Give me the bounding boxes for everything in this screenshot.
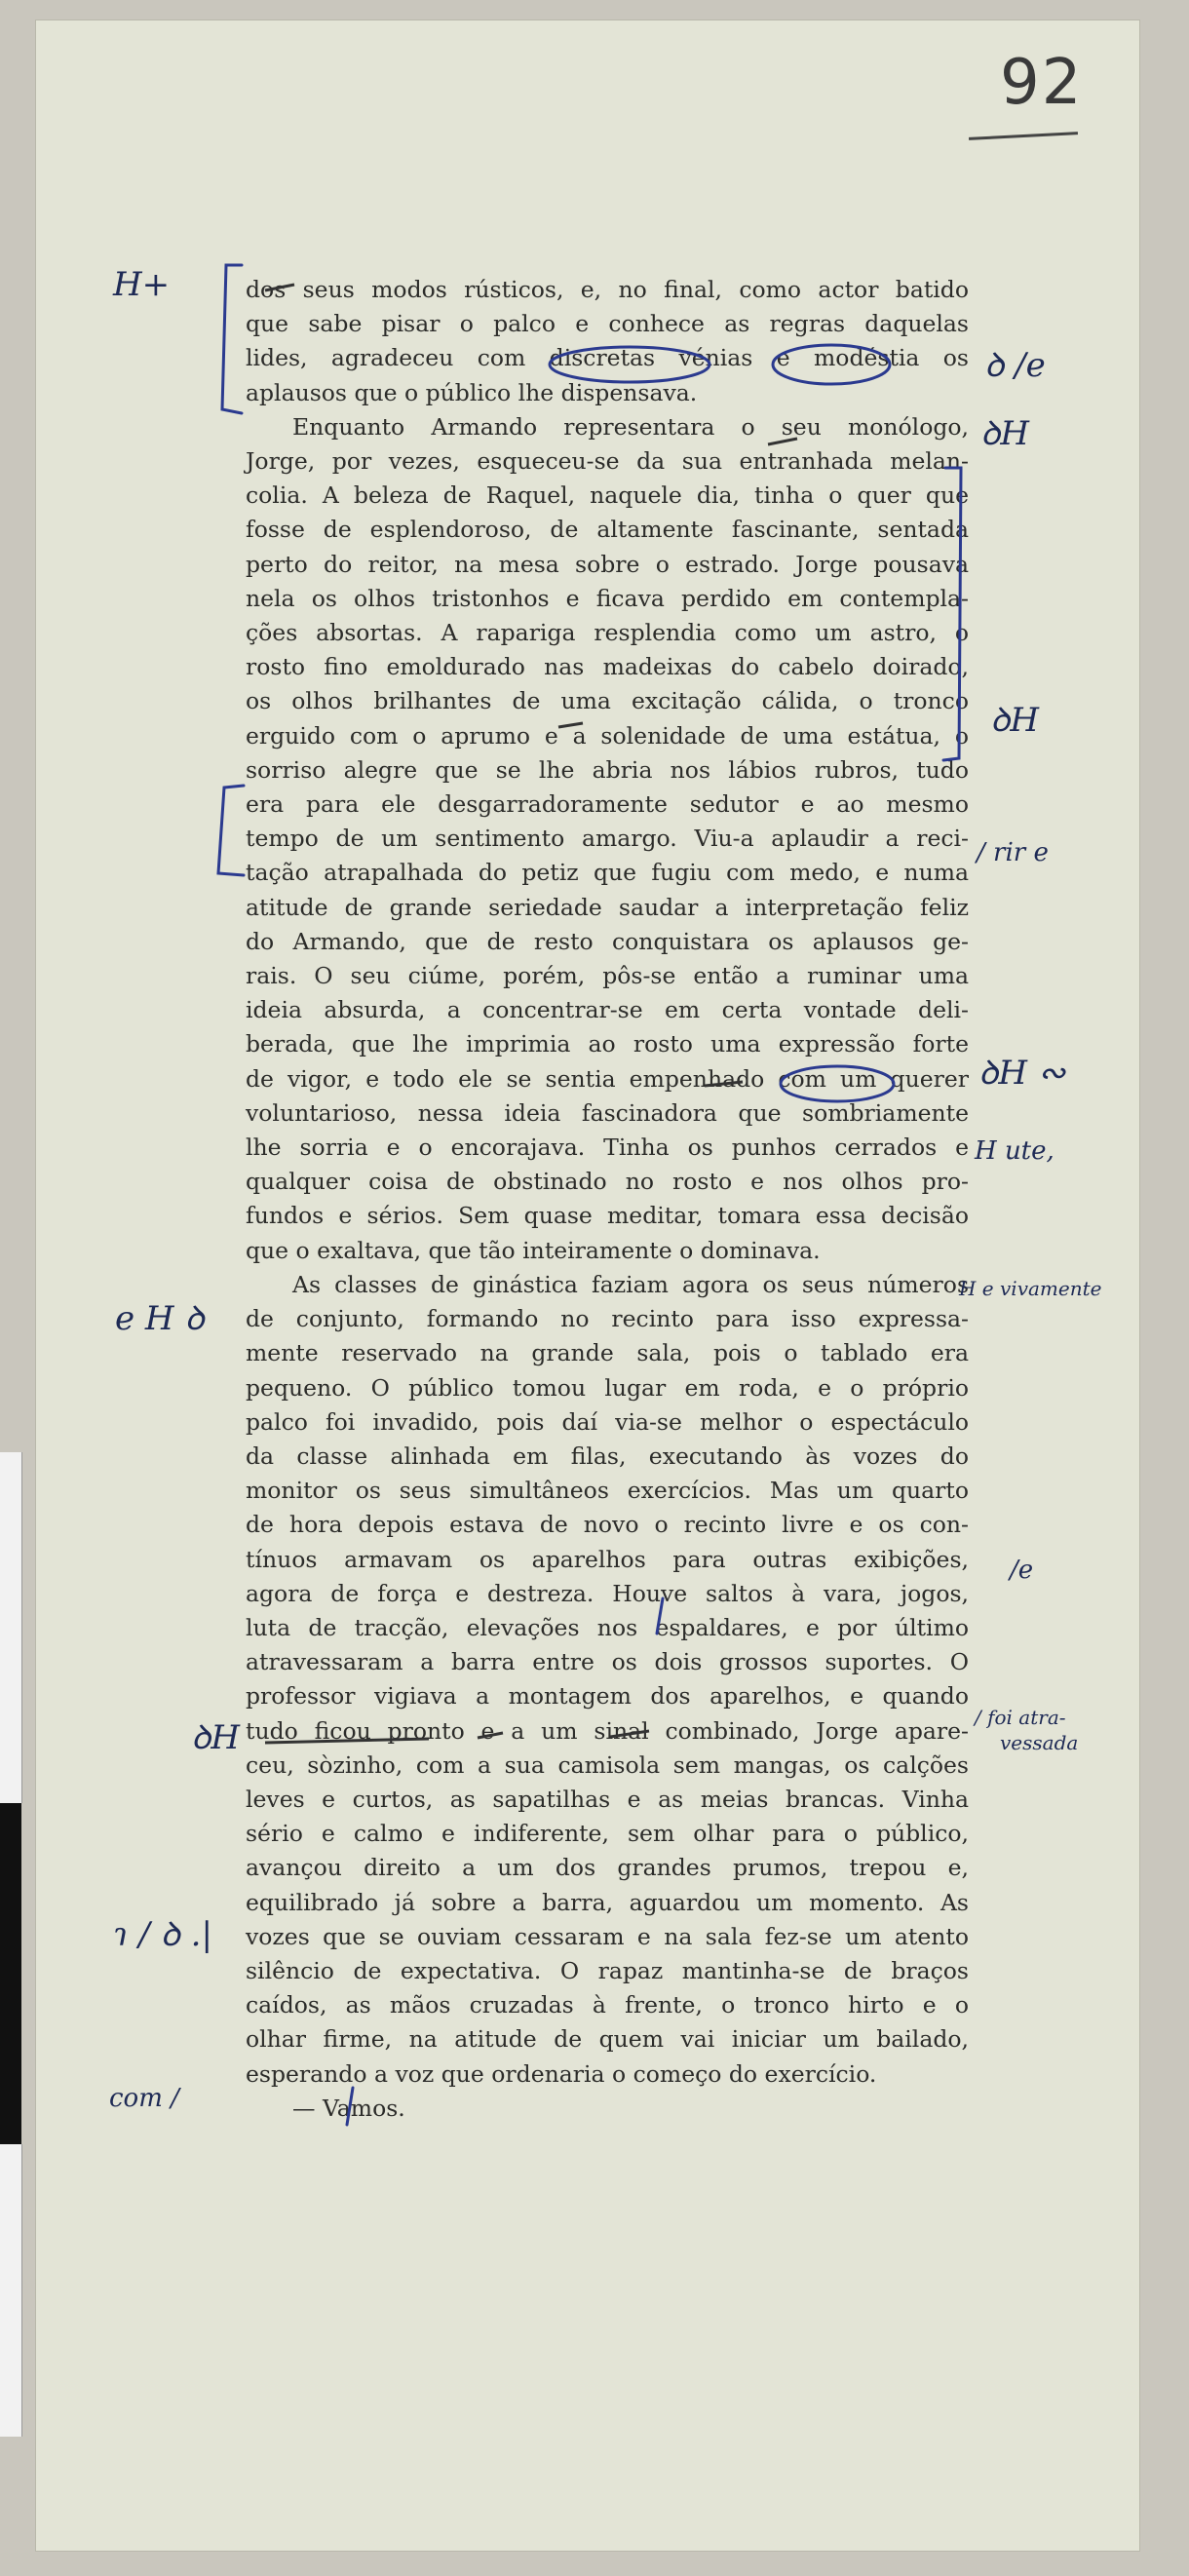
text-line: erguido com o aprumo e a solenidade de uma estátua, o bbox=[246, 721, 969, 750]
text-line: avançou direito a um dos grandes prumos, trepou e, bbox=[246, 1854, 969, 1882]
text-line: Enquanto Armando representara o seu monólogo, bbox=[292, 412, 969, 441]
text-line: lides, agradeceu com discretas vénias e modéstia os bbox=[246, 344, 969, 372]
text-line: monitor os seus simultâneos exercícios. Mas um quarto bbox=[246, 1477, 969, 1505]
text-line: vozes que se ouviam cessaram e na sala fez-se um atento bbox=[246, 1922, 969, 1950]
circle-mark bbox=[773, 345, 890, 384]
margin-note: com / bbox=[109, 2084, 179, 2113]
bracket-mark bbox=[218, 786, 244, 875]
text-line: equilibrado já sobre a barra, aguardou um momento. As bbox=[246, 1888, 969, 1916]
text-line: que o exaltava, que tão inteiramente o dominava. bbox=[246, 1236, 821, 1264]
text-line: pequeno. O público tomou lugar em roda, e o próprio bbox=[246, 1373, 969, 1402]
page-number: 92 bbox=[1000, 47, 1084, 119]
text-line: nela os olhos tristonhos e ficava perdido em contempla- bbox=[246, 584, 969, 612]
text-line: qualquer coisa de obstinado no rosto e nos olhos pro- bbox=[246, 1168, 969, 1196]
margin-note: /e bbox=[1010, 1556, 1034, 1585]
text-line: olhar firme, na atitude de quem vai iniciar um bailado, bbox=[246, 2025, 969, 2054]
text-line: sorriso alegre que se lhe abria nos lábios rubros, tudo bbox=[246, 755, 969, 784]
text-line: tudo ficou pronto e a um sinal combinado, Jorge apare- bbox=[246, 1716, 969, 1745]
text-line: era para ele desgarradoramente sedutor e ao mesmo bbox=[246, 790, 969, 819]
text-line: tação atrapalhada do petiz que fugiu com medo, e numa bbox=[246, 859, 969, 887]
strike-mark bbox=[610, 1731, 649, 1737]
text-line: Jorge, por vezes, esqueceu-se da sua entranhada melan- bbox=[246, 447, 969, 476]
text-line: esperando a voz que ordenaria o começo do exercício. bbox=[246, 2059, 877, 2088]
text-line: sério e calmo e indiferente, sem olhar para o público, bbox=[246, 1820, 969, 1848]
text-line: professor vigiava a montagem dos aparelhos, e quando bbox=[246, 1682, 969, 1711]
text-line: que sabe pisar o palco e conhece as regras daquelas bbox=[246, 310, 969, 338]
text-line: rais. O seu ciúme, porém, pôs-se então a ruminar uma bbox=[246, 962, 969, 990]
text-line: de conjunto, formando no recinto para isso expressa- bbox=[246, 1305, 969, 1333]
text-line: — Vamos. bbox=[292, 2094, 405, 2122]
margin-note: ꝺH ∾ bbox=[978, 1054, 1066, 1093]
text-line: ções absortas. A rapariga resplendia como um astro, o bbox=[246, 619, 969, 647]
text-line: tempo de um sentimento amargo. Viu-a aplaudir a reci- bbox=[246, 825, 969, 853]
text-line: lhe sorria e o encorajava. Tinha os punhos cerrados e bbox=[246, 1134, 969, 1162]
text-line: luta de tracção, elevações nos espaldares, e por último bbox=[246, 1613, 969, 1641]
circle-mark bbox=[550, 347, 710, 382]
margin-note: ɿ / ꝺ .| bbox=[113, 1915, 212, 1954]
insertion-mark bbox=[657, 1598, 663, 1634]
text-line: caídos, as mãos cruzadas à frente, o tronco hirto e o bbox=[246, 1991, 969, 2019]
bracket-mark bbox=[943, 468, 961, 760]
circle-mark bbox=[781, 1066, 894, 1101]
strike-mark bbox=[705, 1082, 743, 1086]
text-line: tínuos armavam os aparelhos para outras exibições, bbox=[246, 1545, 969, 1573]
text-line: da classe alinhada em filas, executando às vozes do bbox=[246, 1442, 969, 1470]
margin-note: / foi atra- bbox=[975, 1706, 1066, 1729]
text-line: agora de força e destreza. Houve saltos à vara, jogos, bbox=[246, 1579, 969, 1607]
text-line: colia. A beleza de Raquel, naquele dia, tinha o quer que bbox=[246, 481, 969, 510]
text-line: fundos e sérios. Sem quase meditar, tomara essa decisão bbox=[246, 1202, 969, 1230]
text-line: voluntarioso, nessa ideia fascinadora que sombriamente bbox=[246, 1098, 969, 1127]
text-line: aplausos que o público lhe dispensava. bbox=[246, 378, 698, 406]
margin-note: ꝺH bbox=[191, 1718, 241, 1757]
text-line: silêncio de expectativa. O rapaz mantinha-se de braços bbox=[246, 1956, 969, 1984]
text-line: ceu, sòzinho, com a sua camisola sem mangas, os calções bbox=[246, 1750, 969, 1779]
text-line: dos seus modos rústicos, e, no final, como actor batido bbox=[246, 276, 969, 303]
text-line: berada, que lhe imprimia ao rosto uma expressão forte bbox=[246, 1030, 969, 1058]
text-line: de vigor, e todo ele se sentia empenhado com um querer bbox=[246, 1064, 969, 1093]
text-line: perto do reitor, na mesa sobre o estrado. Jorge pousava bbox=[246, 550, 969, 578]
margin-note: H ute, bbox=[975, 1136, 1055, 1166]
text-line: mente reservado na grande sala, pois o tablado era bbox=[246, 1339, 969, 1367]
margin-note: ꝺH bbox=[980, 414, 1030, 453]
margin-note: e H ꝺ bbox=[115, 1299, 205, 1338]
text-line: atitude de grande seriedade saudar a interpretação feliz bbox=[246, 893, 969, 921]
text-line: As classes de ginástica faziam agora os seus números bbox=[292, 1270, 969, 1298]
strike-mark bbox=[265, 285, 294, 290]
strike-mark bbox=[768, 439, 797, 444]
insertion-mark bbox=[347, 2088, 353, 2125]
margin-note: vessada bbox=[1000, 1731, 1079, 1754]
text-line: ideia absurda, a concentrar-se em certa vontade deli- bbox=[246, 996, 969, 1024]
strike-mark bbox=[478, 1733, 503, 1738]
text-line: leves e curtos, as sapatilhas e as meias brancas. Vinha bbox=[246, 1785, 969, 1813]
text-line: fosse de esplendoroso, de altamente fascinante, sentada bbox=[246, 516, 969, 544]
margin-note: ꝺ /e bbox=[984, 346, 1046, 385]
margin-note: ꝺH bbox=[990, 701, 1040, 740]
margin-note: H e vivamente bbox=[959, 1277, 1102, 1300]
text-line: atravessaram a barra entre os dois grossos suportes. O bbox=[246, 1648, 969, 1676]
strike-mark bbox=[265, 1739, 429, 1743]
margin-note: / rir e bbox=[977, 838, 1049, 867]
text-line: palco foi invadido, pois daí via-se melhor o espectáculo bbox=[246, 1407, 969, 1436]
text-line: do Armando, que de resto conquistara os aplausos ge- bbox=[246, 927, 969, 955]
margin-note: H+ bbox=[113, 265, 171, 304]
strike-mark bbox=[558, 723, 583, 727]
text-line: de hora depois estava de novo o recinto livre e os con- bbox=[246, 1511, 969, 1539]
bracket-mark bbox=[222, 265, 242, 413]
text-line: rosto fino emoldurado nas madeixas do cabelo doirado, bbox=[246, 653, 969, 681]
text-line: os olhos brilhantes de uma excitação cálida, o tronco bbox=[246, 687, 969, 715]
